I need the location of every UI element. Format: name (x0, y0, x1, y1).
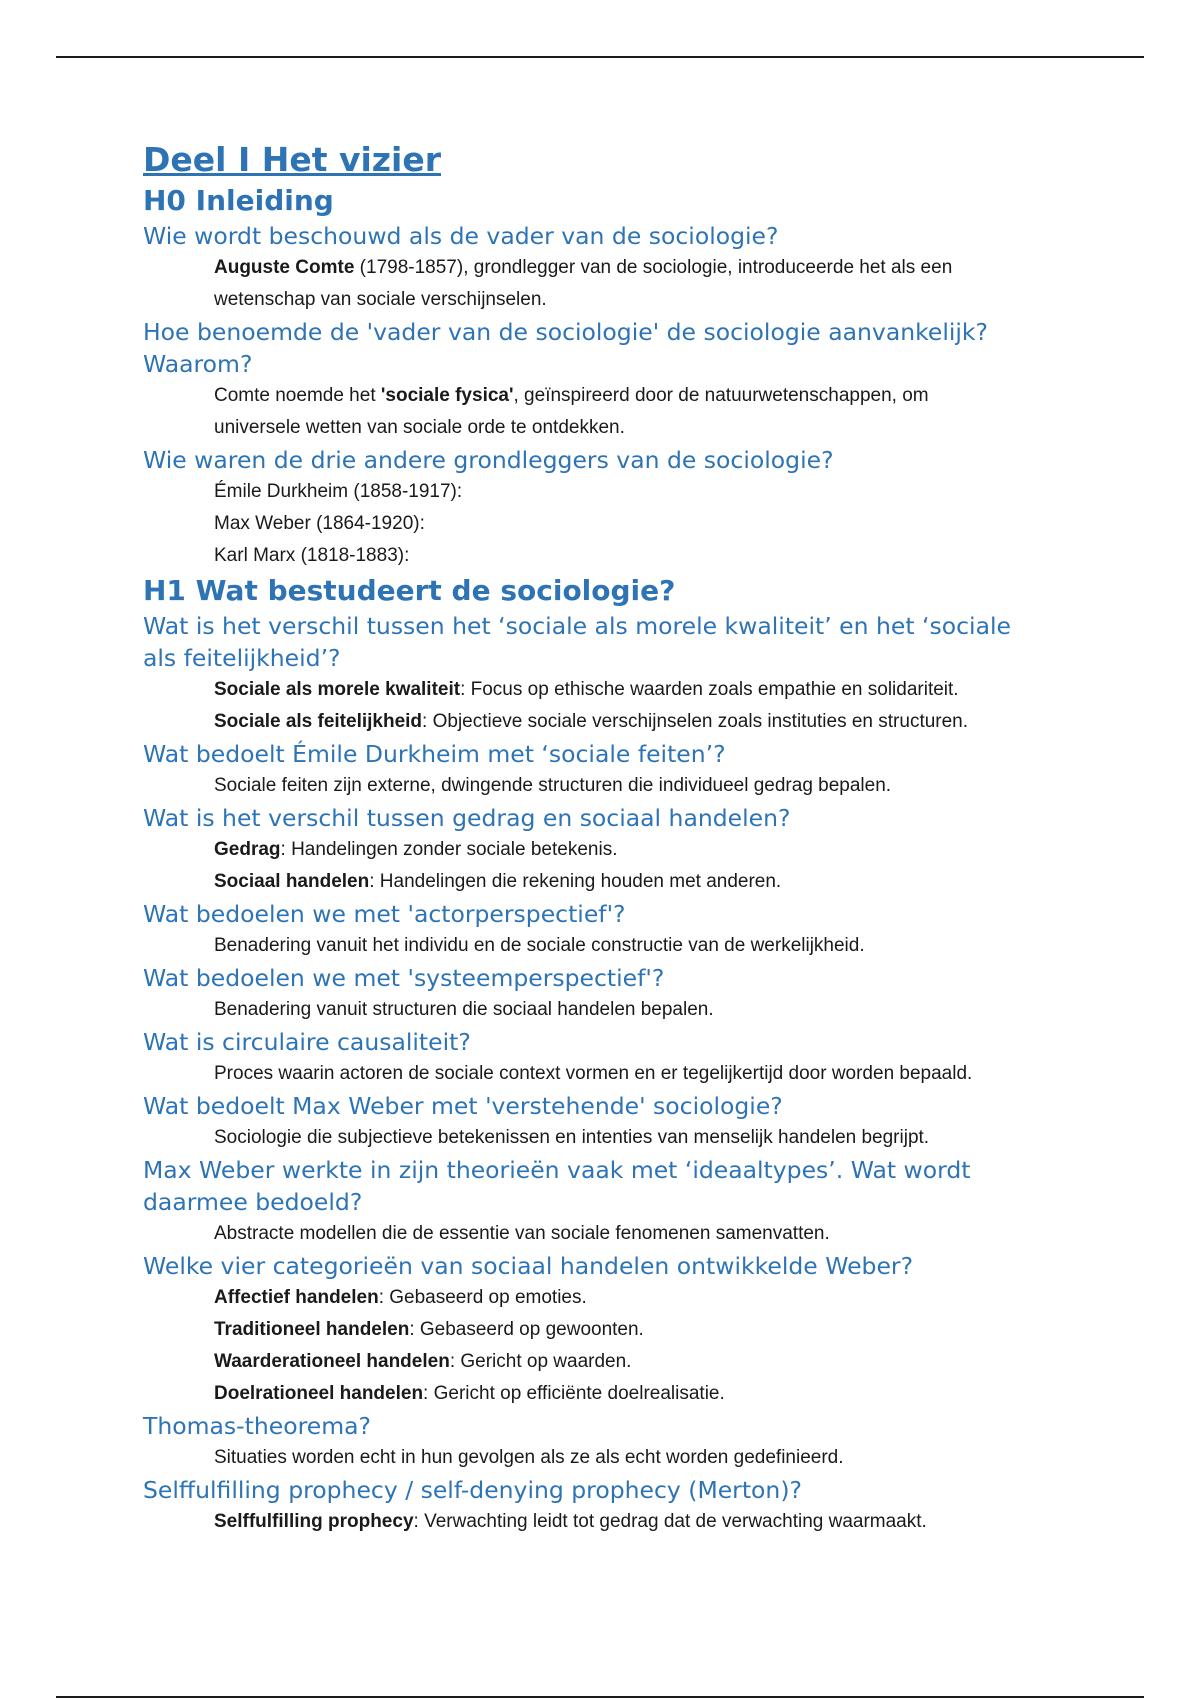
answer-h0-3-marx: Karl Marx (1818-1883): (214, 545, 410, 566)
chapter-h0-title: H0 Inleiding (143, 184, 334, 217)
answer-h1-9a (214, 1282, 1103, 1314)
answer-h1-11 (214, 1506, 1103, 1538)
answer-term: Doelrationeel handelen (214, 1383, 424, 1404)
answer-text: : Verwachting leidt tot gedrag dat de verwachting waarmaakt. (413, 1511, 927, 1532)
question-h0-1: Wie wordt beschouwd als de vader van de sociologie? (143, 222, 779, 250)
answer-text: : Handelingen zonder sociale betekenis. (280, 839, 618, 860)
question-h1-5: Wat bedoelen we met 'systeemperspectief'? (143, 964, 665, 992)
answer-text: : Gericht op efficiënte doelrealisatie. (423, 1383, 725, 1404)
answer-term: Sociale als feitelijkheid (214, 711, 423, 732)
answer-text: : Handelingen die rekening houden met anderen. (369, 871, 782, 892)
answer-h1-9d (214, 1378, 1103, 1410)
answer-h1-4: Benadering vanuit het individu en de sociale constructie van de werkelijkheid. (214, 935, 865, 956)
answer-term: Gedrag (214, 839, 281, 860)
question-h1-11: Selffulfilling prophecy / self-denying prophecy (Merton)? (143, 1476, 802, 1504)
answer-term: Sociale als morele kwaliteit (214, 679, 461, 700)
answer-text: : Focus op ethische waarden zoals empathie en solidariteit. (460, 679, 959, 700)
chapter-h1-title: H1 Wat bestudeert de sociologie? (143, 574, 676, 607)
answer-text: : Gebaseerd op emoties. (378, 1287, 587, 1308)
answer-text: : Gebaseerd op gewoonten. (409, 1319, 644, 1340)
answer-term: Affectief handelen (214, 1287, 379, 1308)
answer-h1-7: Sociologie die subjectieve betekenissen en intenties van menselijk handelen begrijpt. (214, 1127, 930, 1148)
answer-h1-9c (214, 1346, 1103, 1378)
answer-text: : Gericht op waarden. (449, 1351, 632, 1372)
question-h1-8-cont: daarmee bedoeld? (143, 1188, 363, 1216)
answer-h1-8: Abstracte modellen die de essentie van sociale fenomenen samenvatten. (214, 1223, 830, 1244)
answer-h1-3a (214, 834, 1103, 866)
answer-h0-3-durkheim: Émile Durkheim (1858-1917): (214, 481, 463, 502)
answer-h0-3-weber: Max Weber (1864-1920): (214, 513, 425, 534)
answer-h1-5: Benadering vanuit structuren die sociaal handelen bepalen. (214, 999, 714, 1020)
answer-term: Waarderationeel handelen (214, 1351, 450, 1372)
answer-term: Auguste Comte (214, 257, 355, 278)
question-h1-2: Wat bedoelt Émile Durkheim met ‘sociale feiten’? (143, 740, 726, 768)
answer-h0-2 (214, 380, 1103, 412)
answer-h0-2-cont: universele wetten van sociale orde te ontdekken. (214, 417, 625, 438)
answer-h1-1a (214, 674, 1103, 706)
answer-term: 'sociale fysica' (380, 385, 514, 406)
question-h1-6: Wat is circulaire causaliteit? (143, 1028, 471, 1056)
question-h1-7: Wat bedoelt Max Weber met 'verstehende' sociologie? (143, 1092, 783, 1120)
answer-text: , geïnspireerd door de natuurwetenschappen, om (513, 385, 929, 406)
question-h1-10: Thomas-theorema? (143, 1412, 371, 1440)
answer-term: Selffulfilling prophecy (214, 1511, 414, 1532)
answer-h1-6: Proces waarin actoren de sociale context vormen en er tegelijkertijd door worden bepaald. (214, 1063, 973, 1084)
question-h1-1-cont: als feitelijkheid’? (143, 644, 341, 672)
answer-h0-1 (214, 252, 1103, 284)
part-title: Deel I Het vizier (143, 140, 441, 179)
answer-text: (1798-1857), grondlegger van de sociologie, introduceerde het als een (354, 257, 953, 278)
answer-h0-1-cont: wetenschap van sociale verschijnselen. (214, 289, 547, 310)
question-h1-8: Max Weber werkte in zijn theorieën vaak met ‘ideaaltypes’. Wat wordt (143, 1156, 971, 1184)
question-h1-4: Wat bedoelen we met 'actorperspectief'? (143, 900, 626, 928)
answer-h1-2: Sociale feiten zijn externe, dwingende structuren die individueel gedrag bepalen. (214, 775, 892, 796)
answer-h1-9b (214, 1314, 1103, 1346)
header-rule (56, 56, 1144, 58)
answer-term: Sociaal handelen (214, 871, 370, 892)
answer-term: Traditioneel handelen (214, 1319, 410, 1340)
answer-text: Comte noemde het (214, 385, 381, 406)
answer-h1-1b (214, 706, 1103, 738)
question-h1-9: Welke vier categorieën van sociaal handelen ontwikkelde Weber? (143, 1252, 914, 1280)
answer-h1-10: Situaties worden echt in hun gevolgen als ze als echt worden gedefinieerd. (214, 1447, 844, 1468)
question-h1-3: Wat is het verschil tussen gedrag en sociaal handelen? (143, 804, 791, 832)
question-h0-2-cont: Waarom? (143, 350, 253, 378)
question-h0-3: Wie waren de drie andere grondleggers van de sociologie? (143, 446, 834, 474)
question-h1-1: Wat is het verschil tussen het ‘sociale als morele kwaliteit’ en het ‘sociale (143, 612, 1011, 640)
answer-h1-3b (214, 866, 1103, 898)
document-body (143, 138, 1103, 1538)
answer-text: : Objectieve sociale verschijnselen zoals instituties en structuren. (422, 711, 969, 732)
question-h0-2: Hoe benoemde de 'vader van de sociologie' de sociologie aanvankelijk? (143, 318, 989, 346)
footer-rule (56, 1696, 1144, 1698)
